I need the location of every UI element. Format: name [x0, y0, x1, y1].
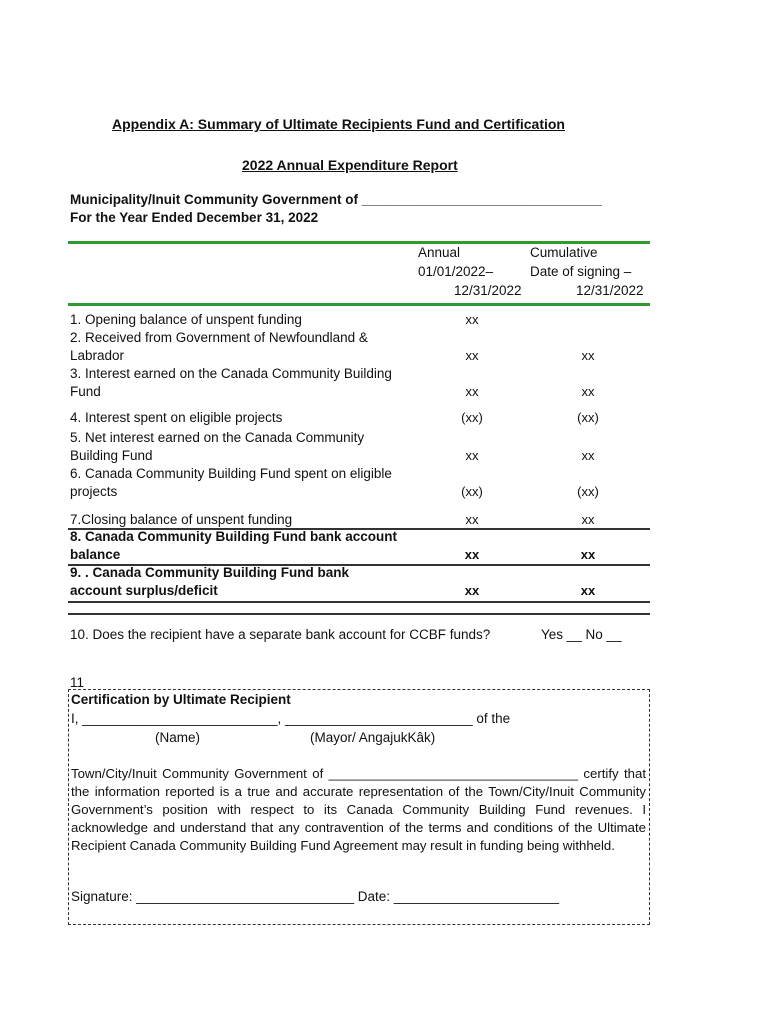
- page-title: Appendix A: Summary of Ultimate Recipients Fund and Certification: [112, 116, 565, 132]
- row-5-label-2: Building Fund: [70, 448, 153, 463]
- row-9-cumulative: xx: [580, 583, 596, 598]
- municipality-line: Municipality/Inuit Community Government of ________________________________: [70, 192, 603, 207]
- row-7-cumulative: xx: [581, 512, 595, 527]
- row-2-annual: xx: [465, 348, 479, 363]
- row-2-label-2: Labrador: [70, 348, 125, 363]
- cumulative-from: Date of signing –: [530, 264, 632, 279]
- row-3-label-2: Fund: [70, 384, 101, 399]
- year-line: For the Year Ended December 31, 2022: [70, 210, 319, 225]
- row-4-annual: (xx): [461, 410, 483, 425]
- double-rule-top: [68, 601, 650, 603]
- signature-date-line: Signature: _____________________________ Date: ______________________: [71, 889, 559, 904]
- annual-from: 01/01/2022–: [418, 264, 494, 279]
- row-3-label-1: 3. Interest earned on the Canada Community Building: [70, 366, 392, 381]
- row-6-label-2: projects: [70, 484, 118, 499]
- row-6-annual: (xx): [461, 484, 483, 499]
- row-4-cumulative: (xx): [577, 410, 599, 425]
- row-8-label-1: 8. Canada Community Building Fund bank account: [70, 529, 398, 544]
- row-5-cumulative: xx: [581, 448, 595, 463]
- row-2-cumulative: xx: [581, 348, 595, 363]
- row-7-annual: xx: [465, 512, 479, 527]
- question-10-answer: Yes __ No __: [541, 627, 622, 642]
- certification-heading: Certification by Ultimate Recipient: [71, 692, 291, 707]
- double-rule-bottom: [68, 613, 650, 615]
- row-2-label-1: 2. Received from Government of Newfoundland &: [70, 330, 368, 345]
- row-8-cumulative: xx: [580, 547, 596, 562]
- certification-line-1: I, __________________________, _________________________ of the: [71, 711, 511, 726]
- annual-header: Annual: [418, 245, 461, 260]
- row-7-label: 7.Closing balance of unspent funding: [70, 512, 293, 527]
- row-3-cumulative: xx: [581, 384, 595, 399]
- question-10-text: 10. Does the recipient have a separate bank account for CCBF funds?: [70, 627, 491, 642]
- certification-paragraph: Town/City/Inuit Community Government of __________________________________ certify that the information reported is a true and accurate representation of the Town/City/Inuit Community Government’s position with respect to its Canada Community Building Fund revenues. I acknowledge and understand that any contravention of the terms and conditions of the Ultimate Recipient Canada Community Building Fund Agreement may result in funding being withheld.: [71, 766, 646, 853]
- mayor-caption: (Mayor/ AngajukKâk): [310, 730, 436, 745]
- row-9-label-2: account surplus/deficit: [70, 583, 218, 598]
- cumulative-to: 12/31/2022: [576, 283, 644, 298]
- name-caption: (Name): [155, 730, 201, 745]
- row-5-annual: xx: [465, 448, 479, 463]
- green-rule-bottom: [68, 303, 650, 306]
- annual-to: 12/31/2022: [454, 283, 522, 298]
- green-rule-top: [68, 241, 650, 244]
- row-9-label-1: 9. . Canada Community Building Fund bank: [70, 565, 350, 580]
- row-1-label: 1. Opening balance of unspent funding: [70, 312, 302, 327]
- row-6-cumulative: (xx): [577, 484, 599, 499]
- row-1-annual: xx: [465, 312, 479, 327]
- row-9-annual: xx: [464, 583, 480, 598]
- row-8-label-2: balance: [70, 547, 121, 562]
- row-3-annual: xx: [465, 384, 479, 399]
- row-4-label: 4. Interest spent on eligible projects: [70, 410, 283, 425]
- section-number-11: 11: [70, 675, 85, 690]
- cumulative-header: Cumulative: [530, 245, 598, 260]
- row-6-label-1: 6. Canada Community Building Fund spent on eligible: [70, 466, 392, 481]
- row-5-label-1: 5. Net interest earned on the Canada Community: [70, 430, 365, 445]
- row-8-annual: xx: [464, 547, 480, 562]
- page-subtitle: 2022 Annual Expenditure Report: [242, 157, 458, 173]
